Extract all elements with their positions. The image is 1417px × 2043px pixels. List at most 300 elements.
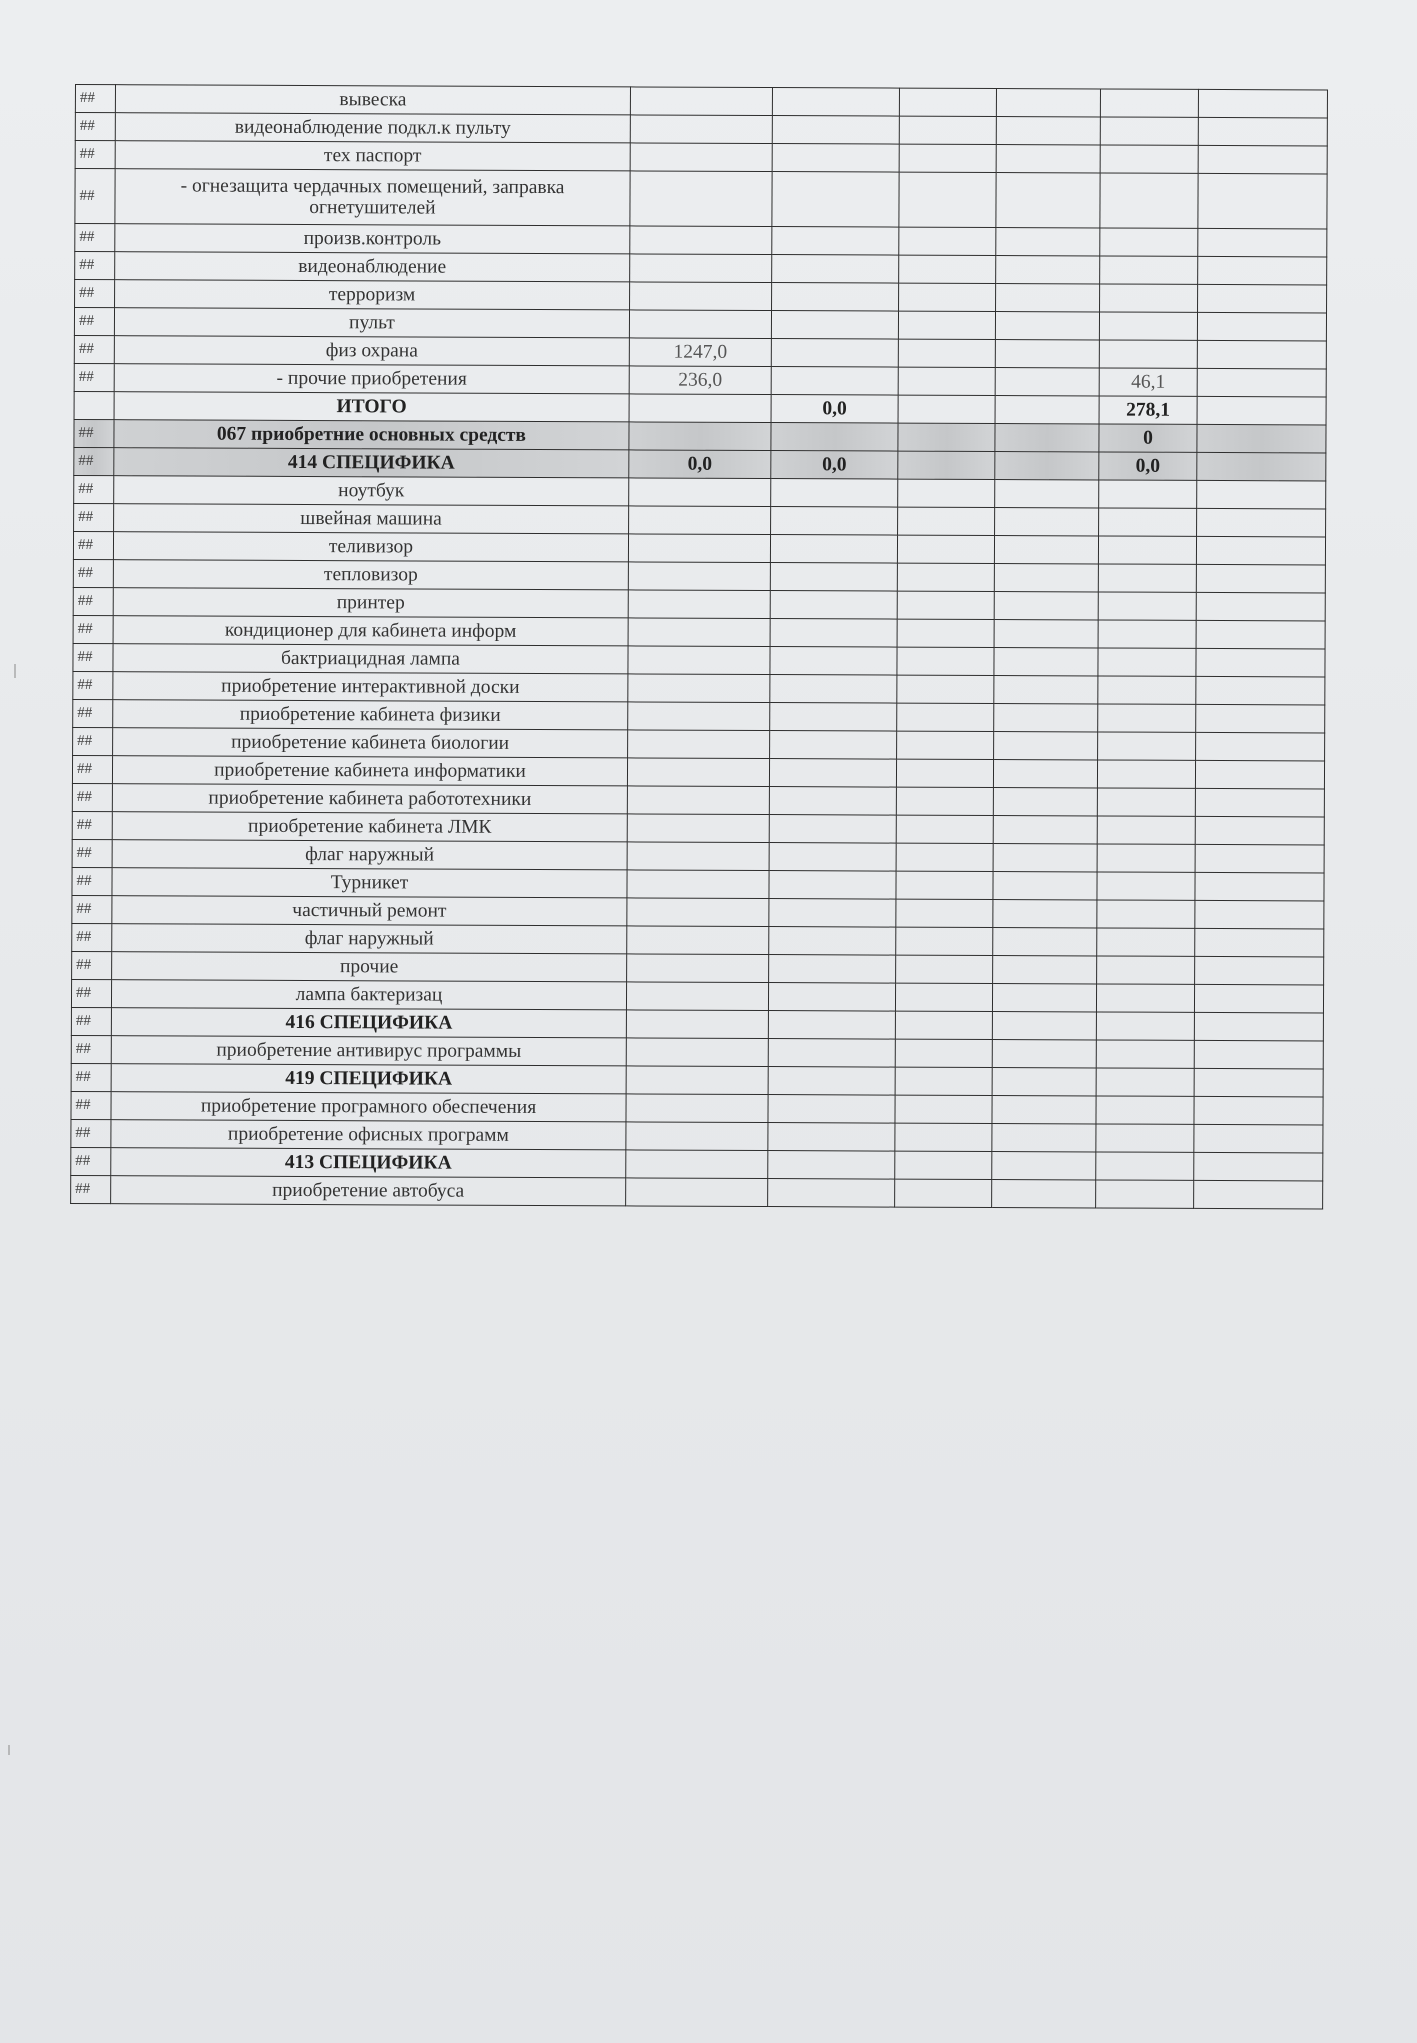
value-cell-1 [626, 1038, 768, 1067]
row-number-cell: ## [73, 559, 113, 587]
value-cell-5 [1099, 508, 1197, 536]
item-name-cell: 067 приобретние основных средств [114, 420, 629, 450]
row-number-cell: ## [73, 699, 113, 727]
value-cell-5 [1100, 173, 1198, 228]
value-cell-4 [996, 89, 1100, 117]
item-name-cell: флаг наружный [112, 840, 627, 870]
value-cell-4 [995, 424, 1099, 452]
item-name-cell: - огнезащита чердачных помещений, заправка огнетушителей [115, 169, 630, 226]
value-cell-5 [1098, 676, 1196, 704]
value-cell-4 [993, 900, 1097, 928]
value-cell-1 [628, 562, 770, 591]
value-cell-3 [898, 339, 995, 367]
value-cell-5 [1100, 145, 1198, 173]
value-cell-3 [899, 144, 996, 172]
item-name-cell: - прочие приобретения [114, 364, 629, 394]
value-cell-1 [629, 478, 771, 507]
row-number-cell: ## [74, 475, 114, 503]
value-cell-1 [627, 926, 769, 955]
value-cell-3 [895, 1179, 992, 1207]
value-cell-6 [1194, 1124, 1323, 1153]
value-cell-2 [769, 871, 896, 900]
value-cell-1 [630, 143, 772, 172]
value-cell-5 [1097, 816, 1195, 844]
value-cell-3 [899, 88, 996, 116]
item-name-cell: пульт [114, 308, 629, 338]
item-name-cell: прочие [112, 952, 627, 982]
value-cell-1 [626, 1094, 768, 1123]
item-name-cell: приобретение програмного обеспечения [111, 1092, 626, 1122]
value-cell-2 [770, 675, 897, 704]
value-cell-3 [896, 927, 993, 955]
row-number-cell: ## [73, 587, 113, 615]
value-cell-3 [896, 871, 993, 899]
value-cell-6 [1194, 984, 1323, 1013]
value-cell-1 [626, 1066, 768, 1095]
value-cell-5 [1096, 1180, 1194, 1208]
row-number-cell: ## [73, 727, 113, 755]
value-cell-6 [1196, 648, 1325, 677]
value-cell-2 [768, 1067, 895, 1096]
value-cell-2 [772, 283, 899, 312]
value-cell-5 [1099, 480, 1197, 508]
value-cell-5 [1096, 1124, 1194, 1152]
value-cell-4 [993, 816, 1097, 844]
row-number-cell: ## [72, 811, 112, 839]
value-cell-1 [629, 422, 771, 451]
value-cell-5 [1096, 1012, 1194, 1040]
item-name-cell: приобретение антивирус программы [111, 1036, 626, 1066]
value-cell-1 [628, 534, 770, 563]
value-cell-5: 0 [1099, 424, 1197, 452]
value-cell-1 [629, 310, 771, 339]
value-cell-6 [1194, 1012, 1323, 1041]
value-cell-6 [1195, 844, 1324, 873]
value-cell-4 [994, 592, 1098, 620]
row-number-cell: ## [71, 1091, 111, 1119]
item-name-cell: приобретение кабинета ЛМК [112, 812, 627, 842]
value-cell-5: 278,1 [1099, 396, 1197, 424]
value-cell-3 [898, 311, 995, 339]
value-cell-1 [630, 282, 772, 311]
value-cell-3 [899, 172, 996, 227]
value-cell-5 [1100, 117, 1198, 145]
value-cell-6 [1195, 956, 1324, 985]
value-cell-4 [996, 284, 1100, 312]
row-number-cell: ## [74, 335, 114, 363]
value-cell-6 [1198, 228, 1327, 257]
scan-mark [14, 664, 16, 678]
value-cell-6 [1195, 928, 1324, 957]
value-cell-5 [1098, 648, 1196, 676]
row-number-cell: ## [72, 923, 112, 951]
value-cell-5 [1097, 956, 1195, 984]
item-name-cell: лампа бактеризац [111, 980, 626, 1010]
row-number-cell: ## [71, 979, 111, 1007]
value-cell-3 [896, 843, 993, 871]
row-number-cell [74, 391, 114, 419]
value-cell-2 [772, 116, 899, 145]
value-cell-2 [770, 703, 897, 732]
value-cell-5 [1100, 89, 1198, 117]
value-cell-1 [630, 254, 772, 283]
value-cell-2 [770, 591, 897, 620]
item-name-cell: терроризм [115, 280, 630, 310]
value-cell-5: 46,1 [1099, 368, 1197, 396]
row-number-cell: ## [73, 531, 113, 559]
item-name-cell: тех паспорт [115, 141, 630, 171]
value-cell-3 [897, 535, 994, 563]
value-cell-5 [1098, 620, 1196, 648]
value-cell-2 [768, 1039, 895, 1068]
value-cell-4 [994, 704, 1098, 732]
value-cell-3 [897, 675, 994, 703]
budget-table-body [71, 85, 1328, 1209]
value-cell-4 [995, 312, 1099, 340]
value-cell-4 [995, 368, 1099, 396]
item-name-cell: приобретение интерактивной доски [113, 672, 628, 702]
value-cell-5 [1097, 844, 1195, 872]
row-number-cell: ## [75, 280, 115, 308]
value-cell-6 [1194, 1096, 1323, 1125]
value-cell-5 [1099, 312, 1197, 340]
value-cell-4 [994, 564, 1098, 592]
value-cell-6 [1197, 480, 1326, 509]
item-name-cell: 416 СПЕЦИФИКА [111, 1008, 626, 1038]
value-cell-2 [770, 563, 897, 592]
value-cell-5 [1097, 900, 1195, 928]
value-cell-5 [1100, 228, 1198, 256]
value-cell-3 [896, 899, 993, 927]
value-cell-6 [1198, 117, 1327, 146]
value-cell-5 [1098, 536, 1196, 564]
value-cell-4 [995, 508, 1099, 536]
value-cell-6 [1196, 592, 1325, 621]
value-cell-6 [1197, 368, 1326, 397]
row-number-cell: ## [74, 503, 114, 531]
item-name-cell: приобретение кабинета биологии [113, 728, 628, 758]
value-cell-3 [898, 479, 995, 507]
value-cell-1 [627, 870, 769, 899]
row-number-cell: ## [75, 113, 115, 141]
value-cell-6 [1195, 816, 1324, 845]
item-name-cell: швейная машина [114, 504, 629, 534]
scan-mark [8, 1745, 10, 1755]
value-cell-1 [626, 1150, 768, 1179]
value-cell-1 [627, 758, 769, 787]
value-cell-4 [992, 1152, 1096, 1180]
value-cell-2 [771, 507, 898, 536]
value-cell-2 [772, 255, 899, 284]
value-cell-5 [1098, 732, 1196, 760]
value-cell-3 [898, 395, 995, 423]
value-cell-1 [628, 674, 770, 703]
item-name-cell: частичный ремонт [112, 896, 627, 926]
value-cell-4 [993, 872, 1097, 900]
value-cell-5 [1096, 1096, 1194, 1124]
value-cell-1 [630, 115, 772, 144]
value-cell-3 [895, 1011, 992, 1039]
value-cell-1 [630, 171, 772, 227]
value-cell-2 [771, 479, 898, 508]
item-name-cell: принтер [113, 588, 628, 618]
row-number-cell: ## [71, 1063, 111, 1091]
value-cell-4 [994, 536, 1098, 564]
value-cell-3 [897, 563, 994, 591]
value-cell-1 [628, 590, 770, 619]
value-cell-3 [899, 116, 996, 144]
value-cell-4 [995, 480, 1099, 508]
value-cell-4 [995, 396, 1099, 424]
value-cell-1 [627, 786, 769, 815]
value-cell-3 [897, 591, 994, 619]
value-cell-2 [769, 787, 896, 816]
item-name-cell: 413 СПЕЦИФИКА [111, 1148, 626, 1178]
value-cell-6 [1196, 732, 1325, 761]
value-cell-4 [992, 984, 1096, 1012]
value-cell-4 [996, 145, 1100, 173]
value-cell-4 [992, 1012, 1096, 1040]
item-name-cell: флаг наружный [112, 924, 627, 954]
value-cell-5 [1100, 284, 1198, 312]
value-cell-3 [895, 1039, 992, 1067]
value-cell-3 [897, 731, 994, 759]
value-cell-3 [897, 647, 994, 675]
item-name-cell: ноутбук [114, 476, 629, 506]
value-cell-3 [899, 255, 996, 283]
value-cell-2 [769, 815, 896, 844]
value-cell-6 [1195, 760, 1324, 789]
value-cell-2 [772, 227, 899, 256]
value-cell-2 [772, 88, 899, 117]
row-number-cell: ## [71, 1147, 111, 1175]
value-cell-2: 0,0 [771, 395, 898, 424]
value-cell-1: 0,0 [629, 450, 771, 479]
value-cell-5 [1099, 340, 1197, 368]
value-cell-1 [626, 982, 768, 1011]
value-cell-3 [895, 1095, 992, 1123]
value-cell-5 [1096, 1068, 1194, 1096]
value-cell-4 [996, 256, 1100, 284]
value-cell-5 [1098, 704, 1196, 732]
value-cell-2 [770, 647, 897, 676]
row-number-cell: ## [74, 447, 114, 475]
value-cell-4 [994, 676, 1098, 704]
value-cell-6 [1198, 173, 1327, 229]
value-cell-1: 236,0 [629, 366, 771, 395]
value-cell-4 [992, 1040, 1096, 1068]
value-cell-2 [770, 619, 897, 648]
row-number-cell: ## [75, 169, 115, 224]
item-name-cell: бактриацидная лампа [113, 644, 628, 674]
item-name-cell: 414 СПЕЦИФИКА [114, 448, 629, 478]
value-cell-2 [769, 843, 896, 872]
row-number-cell: ## [75, 252, 115, 280]
value-cell-1 [626, 1010, 768, 1039]
value-cell-2 [771, 423, 898, 452]
value-cell-6 [1197, 508, 1326, 537]
value-cell-1 [626, 1122, 768, 1151]
value-cell-6 [1197, 424, 1326, 453]
row-number-cell: ## [71, 1035, 111, 1063]
value-cell-5 [1096, 984, 1194, 1012]
value-cell-6 [1198, 256, 1327, 285]
value-cell-6 [1196, 676, 1325, 705]
value-cell-5 [1096, 1040, 1194, 1068]
value-cell-1: 1247,0 [629, 338, 771, 367]
value-cell-3 [898, 507, 995, 535]
value-cell-4 [993, 928, 1097, 956]
value-cell-5 [1097, 788, 1195, 816]
value-cell-2 [771, 311, 898, 340]
value-cell-6 [1197, 452, 1326, 481]
item-name-cell: приобретение кабинета работотехники [112, 784, 627, 814]
value-cell-4 [992, 1096, 1096, 1124]
value-cell-2 [768, 1179, 895, 1208]
value-cell-4 [995, 340, 1099, 368]
value-cell-2 [772, 144, 899, 173]
row-number-cell: ## [72, 783, 112, 811]
row-number-cell: ## [73, 671, 113, 699]
value-cell-2: 0,0 [771, 451, 898, 480]
value-cell-1 [627, 898, 769, 927]
item-name-cell: теливизор [113, 532, 628, 562]
value-cell-6 [1196, 536, 1325, 565]
item-name-cell: 419 СПЕЦИФИКА [111, 1064, 626, 1094]
table-row [71, 1175, 1323, 1208]
row-number-cell: ## [73, 643, 113, 671]
item-name-cell: физ охрана [114, 336, 629, 366]
item-name-cell: ИТОГО [114, 392, 629, 422]
budget-table [70, 84, 1328, 1209]
value-cell-3 [896, 787, 993, 815]
item-name-cell: вывеска [115, 85, 630, 115]
value-cell-2 [769, 927, 896, 956]
value-cell-1 [630, 87, 772, 116]
value-cell-4 [994, 620, 1098, 648]
row-number-cell: ## [71, 1119, 111, 1147]
value-cell-6 [1196, 620, 1325, 649]
value-cell-3 [896, 815, 993, 843]
value-cell-5 [1098, 592, 1196, 620]
value-cell-1 [630, 226, 772, 255]
value-cell-5: 0,0 [1099, 452, 1197, 480]
value-cell-3 [898, 423, 995, 451]
value-cell-1 [628, 702, 770, 731]
value-cell-6 [1194, 1180, 1323, 1209]
value-cell-3 [896, 759, 993, 787]
value-cell-2 [769, 955, 896, 984]
value-cell-4 [994, 648, 1098, 676]
value-cell-2 [768, 1151, 895, 1180]
value-cell-3 [895, 983, 992, 1011]
value-cell-3 [895, 1151, 992, 1179]
value-cell-6 [1197, 396, 1326, 425]
value-cell-4 [993, 788, 1097, 816]
value-cell-5 [1097, 928, 1195, 956]
value-cell-4 [993, 956, 1097, 984]
value-cell-4 [995, 452, 1099, 480]
row-number-cell: ## [74, 419, 114, 447]
value-cell-2 [770, 535, 897, 564]
value-cell-6 [1198, 284, 1327, 313]
value-cell-4 [993, 760, 1097, 788]
value-cell-2 [769, 759, 896, 788]
value-cell-6 [1196, 564, 1325, 593]
row-number-cell: ## [75, 224, 115, 252]
row-number-cell: ## [75, 141, 115, 169]
value-cell-6 [1198, 89, 1327, 118]
value-cell-6 [1195, 900, 1324, 929]
row-number-cell: ## [72, 867, 112, 895]
value-cell-1 [627, 814, 769, 843]
item-name-cell: приобретение кабинета информатики [112, 756, 627, 786]
item-name-cell: тепловизор [113, 560, 628, 590]
value-cell-3 [899, 283, 996, 311]
value-cell-3 [898, 451, 995, 479]
value-cell-3 [898, 367, 995, 395]
row-number-cell: ## [72, 951, 112, 979]
value-cell-2 [771, 339, 898, 368]
value-cell-4 [996, 173, 1100, 228]
row-number-cell: ## [72, 755, 112, 783]
row-number-cell: ## [74, 308, 114, 336]
value-cell-1 [627, 842, 769, 871]
value-cell-1 [628, 618, 770, 647]
value-cell-2 [768, 1095, 895, 1124]
item-name-cell: видеонаблюдение [115, 252, 630, 282]
value-cell-2 [771, 367, 898, 396]
value-cell-6 [1197, 340, 1326, 369]
item-name-cell: Турникет [112, 868, 627, 898]
row-number-cell: ## [71, 1007, 111, 1035]
value-cell-6 [1198, 145, 1327, 174]
value-cell-6 [1194, 1152, 1323, 1181]
value-cell-2 [768, 1011, 895, 1040]
value-cell-5 [1097, 872, 1195, 900]
value-cell-3 [895, 1067, 992, 1095]
row-number-cell: ## [75, 85, 115, 113]
value-cell-6 [1197, 312, 1326, 341]
value-cell-6 [1196, 704, 1325, 733]
value-cell-3 [895, 1123, 992, 1151]
value-cell-4 [996, 117, 1100, 145]
item-name-cell: кондиционер для кабинета информ [113, 616, 628, 646]
value-cell-2 [770, 731, 897, 760]
value-cell-4 [996, 228, 1100, 256]
value-cell-1 [629, 506, 771, 535]
value-cell-6 [1195, 788, 1324, 817]
row-number-cell: ## [72, 895, 112, 923]
value-cell-4 [992, 1124, 1096, 1152]
row-number-cell: ## [72, 839, 112, 867]
value-cell-5 [1096, 1152, 1194, 1180]
row-number-cell: ## [71, 1175, 111, 1203]
value-cell-3 [899, 227, 996, 255]
value-cell-6 [1194, 1040, 1323, 1069]
item-name-cell: видеонаблюдение подкл.к пульту [115, 113, 630, 143]
item-name-cell: приобретение автобуса [111, 1176, 626, 1206]
value-cell-3 [897, 703, 994, 731]
value-cell-4 [992, 1068, 1096, 1096]
value-cell-5 [1097, 760, 1195, 788]
value-cell-5 [1098, 564, 1196, 592]
value-cell-4 [993, 844, 1097, 872]
value-cell-2 [768, 983, 895, 1012]
value-cell-6 [1194, 1068, 1323, 1097]
item-name-cell: приобретение офисных программ [111, 1120, 626, 1150]
item-name-cell: приобретение кабинета физики [113, 700, 628, 730]
